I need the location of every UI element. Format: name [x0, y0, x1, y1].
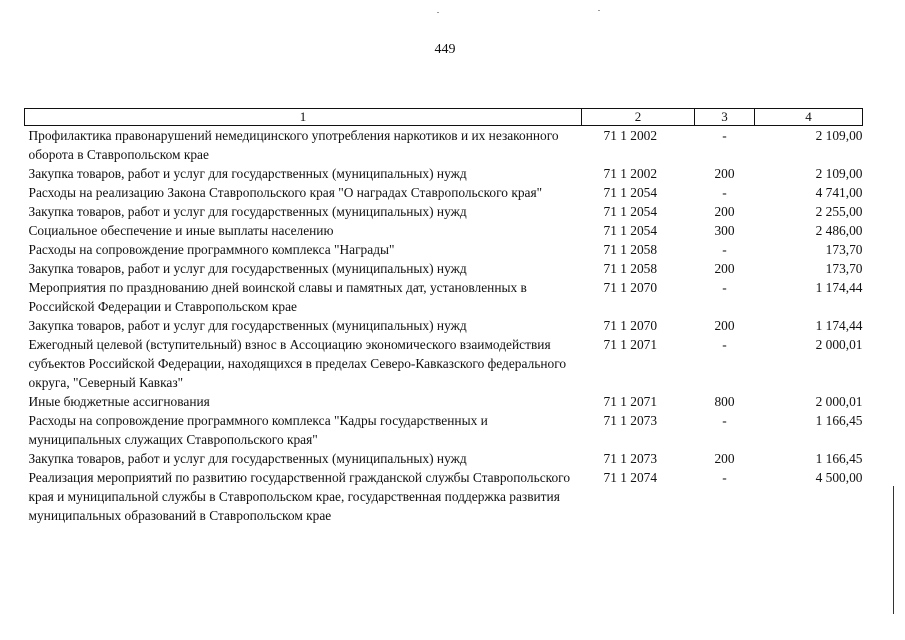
row-expense-type-cell: 200 [714, 261, 735, 276]
scan-speck [598, 10, 600, 11]
row-sum-cell: 173,70 [825, 261, 863, 276]
row-expense-type-cell: - [722, 128, 727, 143]
row-sum-cell: 4 741,00 [815, 185, 863, 200]
row-name-cell: Закупка товаров, работ и услуг для государственных (муниципальных) нужд [28, 166, 467, 181]
row-name-cell: Закупка товаров, работ и услуг для государственных (муниципальных) нужд [28, 204, 467, 219]
row-code-cell: 71 1 2058 [603, 242, 658, 257]
scan-edge-line [893, 486, 894, 614]
row-code-cell: 71 1 2058 [603, 261, 658, 276]
row-name-cell: Закупка товаров, работ и услуг для государственных (муниципальных) нужд [28, 318, 467, 333]
table-row [25, 411, 863, 449]
row-name-cell: Расходы на сопровождение программного комплекса "Награды" [28, 242, 395, 257]
row-sum-cell: 1 166,45 [815, 413, 863, 428]
column-header-sum: 4 [755, 109, 863, 126]
row-name-cell: Расходы на реализацию Закона Ставропольского края "О наградах Ставропольского края" [28, 185, 543, 200]
table-row [25, 278, 863, 316]
table-row [25, 449, 863, 468]
table-row [25, 392, 863, 411]
table-row [25, 164, 863, 183]
row-sum-cell: 2 486,00 [815, 223, 863, 238]
table-row [25, 335, 863, 392]
row-expense-type-cell: - [722, 337, 727, 352]
row-name-cell: Мероприятия по празднованию дней воинской славы и памятных дат, установленных в Российской Федерации и Ставропольском крае [28, 280, 527, 314]
row-code-cell: 71 1 2071 [603, 337, 658, 352]
budget-table [24, 108, 863, 525]
page-number: 449 [434, 42, 456, 57]
budget-table-container [24, 108, 862, 525]
row-sum-cell: 2 109,00 [815, 166, 863, 181]
row-expense-type-cell: - [722, 280, 727, 295]
row-code-cell: 71 1 2070 [603, 318, 658, 333]
row-code-cell: 71 1 2002 [603, 128, 658, 143]
table-header-row [25, 109, 863, 126]
table-row [25, 468, 863, 525]
row-code-cell: 71 1 2071 [603, 394, 658, 409]
row-expense-type-cell: - [722, 413, 727, 428]
row-expense-type-cell: 300 [714, 223, 735, 238]
row-sum-cell: 4 500,00 [815, 470, 863, 485]
row-expense-type-cell: - [722, 185, 727, 200]
row-code-cell: 71 1 2074 [603, 470, 658, 485]
row-code-cell: 71 1 2054 [603, 223, 658, 238]
row-code-cell: 71 1 2054 [603, 204, 658, 219]
row-name-cell: Закупка товаров, работ и услуг для государственных (муниципальных) нужд [28, 451, 467, 466]
row-expense-type-cell: 200 [714, 166, 735, 181]
scan-speck [437, 12, 439, 13]
row-sum-cell: 2 000,01 [815, 394, 863, 409]
row-name-cell: Реализация мероприятий по развитию государственной гражданской службы Ставропольского края и муниципальной службы в Ставропольском крае, государственная поддержка развития муниципальных образований в Ставропольском крае [28, 470, 571, 523]
column-header-expense-type: 3 [695, 109, 755, 126]
row-expense-type-cell: 200 [714, 318, 735, 333]
row-expense-type-cell: 200 [714, 204, 735, 219]
row-name-cell: Закупка товаров, работ и услуг для государственных (муниципальных) нужд [28, 261, 467, 276]
row-name-cell: Социальное обеспечение и иные выплаты населению [28, 223, 334, 238]
table-row [25, 202, 863, 221]
row-sum-cell: 173,70 [825, 242, 863, 257]
row-sum-cell: 2 109,00 [815, 128, 863, 143]
row-code-cell: 71 1 2073 [603, 451, 658, 466]
row-expense-type-cell: - [722, 242, 727, 257]
column-header-code: 2 [582, 109, 695, 126]
row-code-cell: 71 1 2070 [603, 280, 658, 295]
row-expense-type-cell: 800 [714, 394, 735, 409]
row-sum-cell: 1 166,45 [815, 451, 863, 466]
table-row [25, 126, 863, 165]
row-sum-cell: 1 174,44 [815, 318, 863, 333]
table-row [25, 183, 863, 202]
row-sum-cell: 2 255,00 [815, 204, 863, 219]
table-row [25, 221, 863, 240]
table-row [25, 316, 863, 335]
row-name-cell: Иные бюджетные ассигнования [28, 394, 210, 409]
table-body [25, 126, 863, 526]
row-code-cell: 71 1 2002 [603, 166, 658, 181]
row-sum-cell: 2 000,01 [815, 337, 863, 352]
table-row [25, 259, 863, 278]
row-expense-type-cell: 200 [714, 451, 735, 466]
row-expense-type-cell: - [722, 470, 727, 485]
row-code-cell: 71 1 2073 [603, 413, 658, 428]
table-row [25, 240, 863, 259]
row-code-cell: 71 1 2054 [603, 185, 658, 200]
row-name-cell: Профилактика правонарушений немедицинского употребления наркотиков и их незаконного оборота в Ставропольском крае [28, 128, 559, 162]
row-name-cell: Расходы на сопровождение программного комплекса "Кадры государственных и муниципальных служащих Ставропольского края" [28, 413, 488, 447]
row-name-cell: Ежегодный целевой (вступительный) взнос в Ассоциацию экономического взаимодействия субъектов Российской Федерации, находящихся в пределах Северо-Кавказского федерального округа, "Северный Кавказ" [28, 337, 567, 390]
row-sum-cell: 1 174,44 [815, 280, 863, 295]
column-header-name: 1 [25, 109, 582, 126]
